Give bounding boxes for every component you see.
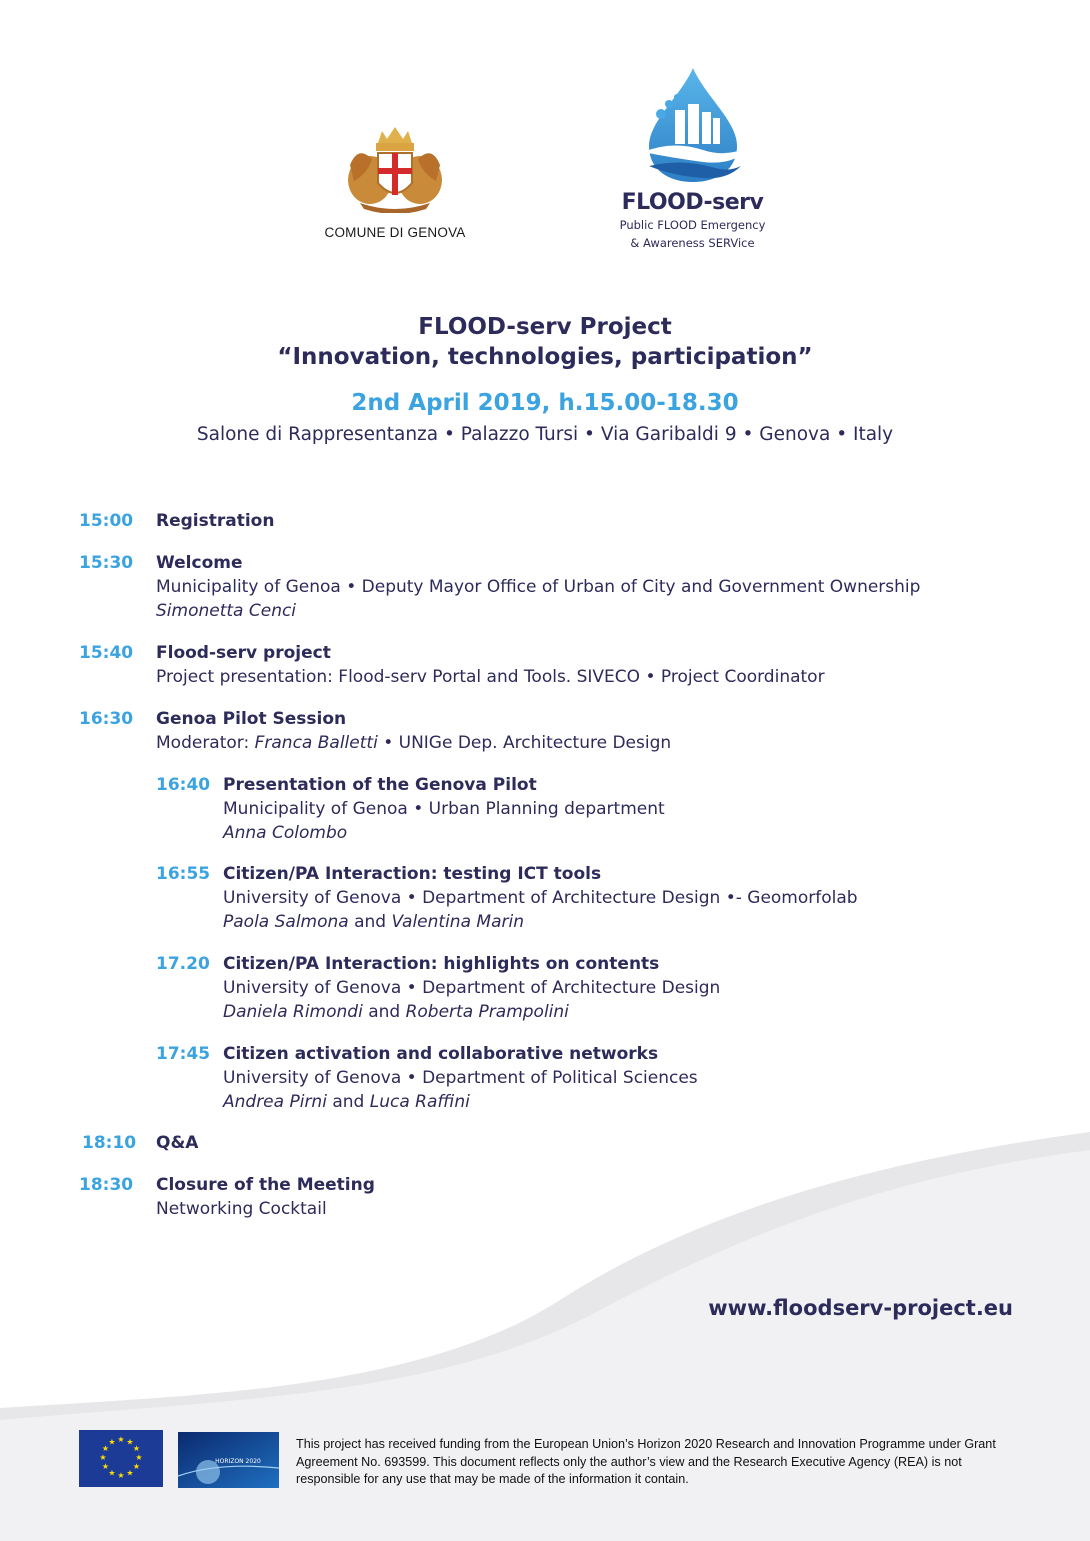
agenda-line: Project presentation: Flood-serv Portal and Tools. SIVECO • Project Coordinator xyxy=(156,667,825,687)
eu-flag-icon xyxy=(79,1430,163,1487)
moderator-name: Franca Balletti xyxy=(254,733,378,753)
speaker-name: Luca Raffini xyxy=(369,1092,470,1112)
speaker-conjunction: and xyxy=(348,912,392,932)
speaker-name: Valentina Marin xyxy=(391,912,524,932)
funding-disclaimer: This project has received funding from the European Union’s Horizon 2020 Research and Innovation Programme under Grant Agreement No. 693599. This document reflects only the author’s view and the Research Executive Agency (REA) is not responsible for any use that may be made of the information it contain. xyxy=(296,1437,996,1486)
speaker-name: Andrea Pirni xyxy=(223,1092,327,1112)
agenda-title: Registration xyxy=(156,511,275,531)
agenda-title: Citizen activation and collaborative networks xyxy=(223,1044,659,1064)
comune-di-genova-logo xyxy=(315,125,475,240)
agenda-line: Networking Cocktail xyxy=(156,1199,327,1219)
project-website-link[interactable]: www.floodserv-project.eu xyxy=(708,1296,1013,1320)
event-date: 2nd April 2019, h.15.00-18.30 xyxy=(351,390,739,416)
agenda-speakers xyxy=(223,1090,698,1114)
speaker-conjunction: and xyxy=(362,1002,406,1022)
svg-text:★: ★ xyxy=(132,1444,141,1453)
genova-crest-icon xyxy=(340,125,450,213)
svg-text:★: ★ xyxy=(108,1468,116,1478)
moderator-label: Moderator: xyxy=(156,733,255,753)
event-title-line-1: FLOOD-serv Project xyxy=(418,314,672,340)
agenda-title: Genoa Pilot Session xyxy=(156,709,347,729)
svg-text:★: ★ xyxy=(126,1468,134,1478)
horizon-2020-label: HORIZON 2020 xyxy=(215,1458,261,1465)
moderator-affiliation: • UNIGe Dep. Architecture Design xyxy=(377,733,672,753)
agenda-line: Municipality of Genoa • Urban Planning department xyxy=(223,799,665,819)
speaker-name: Paola Salmona xyxy=(223,912,349,932)
agenda-line: Municipality of Genoa • Deputy Mayor Office of Urban of City and Government Ownership xyxy=(156,577,921,597)
horizon-2020-logo xyxy=(178,1432,279,1488)
agenda-line: University of Genova • Department of Architecture Design •- Geomorfolab xyxy=(223,888,858,908)
agenda-title: Citizen/PA Interaction: highlights on contents xyxy=(223,954,660,974)
svg-text:★: ★ xyxy=(135,1453,143,1462)
water-drop-city-icon xyxy=(623,66,763,184)
agenda-time: 16:40 xyxy=(156,775,211,795)
agenda-time: 15:40 xyxy=(79,643,134,663)
svg-text:★: ★ xyxy=(117,1471,125,1480)
flood-serv-tagline-2: & Awareness SERVice xyxy=(630,236,755,250)
agenda-title: Closure of the Meeting xyxy=(156,1175,375,1195)
svg-text:★: ★ xyxy=(132,1462,141,1471)
agenda-speakers xyxy=(223,1000,720,1024)
speaker-name: Roberta Prampolini xyxy=(405,1002,569,1022)
agenda-moderator-line xyxy=(156,731,671,755)
agenda-time: 16:55 xyxy=(156,864,211,884)
svg-text:★: ★ xyxy=(101,1444,110,1453)
agenda-title: Presentation of the Genova Pilot xyxy=(223,775,537,795)
agenda-speakers xyxy=(223,910,858,934)
flood-serv-tagline-1: Public FLOOD Emergency xyxy=(619,218,766,232)
agenda-title: Welcome xyxy=(156,553,243,573)
svg-text:★: ★ xyxy=(101,1462,110,1471)
agenda-time: 15:30 xyxy=(79,553,134,573)
agenda-time: 17:45 xyxy=(156,1044,211,1064)
svg-text:★: ★ xyxy=(126,1437,134,1447)
svg-text:★: ★ xyxy=(117,1435,125,1444)
flood-serv-logo xyxy=(605,66,780,251)
agenda-speaker: Anna Colombo xyxy=(223,823,348,843)
agenda-time: 15:00 xyxy=(79,511,134,531)
speaker-name: Daniela Rimondi xyxy=(223,1002,363,1022)
agenda-speaker: Simonetta Cenci xyxy=(156,601,297,621)
event-venue: Salone di Rappresentanza • Palazzo Tursi • Via Garibaldi 9 • Genova • Italy xyxy=(196,424,894,445)
event-title-line-2: “Innovation, technologies, participation” xyxy=(277,344,813,370)
genova-caption: COMUNE DI GENOVA xyxy=(324,225,466,240)
agenda-line: University of Genova • Department of Political Sciences xyxy=(223,1068,698,1088)
svg-text:★: ★ xyxy=(108,1437,116,1447)
agenda-line: University of Genova • Department of Architecture Design xyxy=(223,978,721,998)
event-title xyxy=(0,312,1090,372)
agenda-time: 18:30 xyxy=(79,1175,134,1195)
agenda-time: 16:30 xyxy=(79,709,134,729)
agenda-time: 18:10 xyxy=(82,1133,137,1153)
agenda-title: Q&A xyxy=(156,1133,199,1153)
agenda-title: Citizen/PA Interaction: testing ICT tools xyxy=(223,864,602,884)
flood-serv-wordmark: FLOOD-serv xyxy=(621,190,764,215)
agenda-time: 17.20 xyxy=(156,954,210,974)
speaker-conjunction: and xyxy=(326,1092,370,1112)
agenda-title: Flood-serv project xyxy=(156,643,331,663)
svg-text:★: ★ xyxy=(99,1453,107,1462)
